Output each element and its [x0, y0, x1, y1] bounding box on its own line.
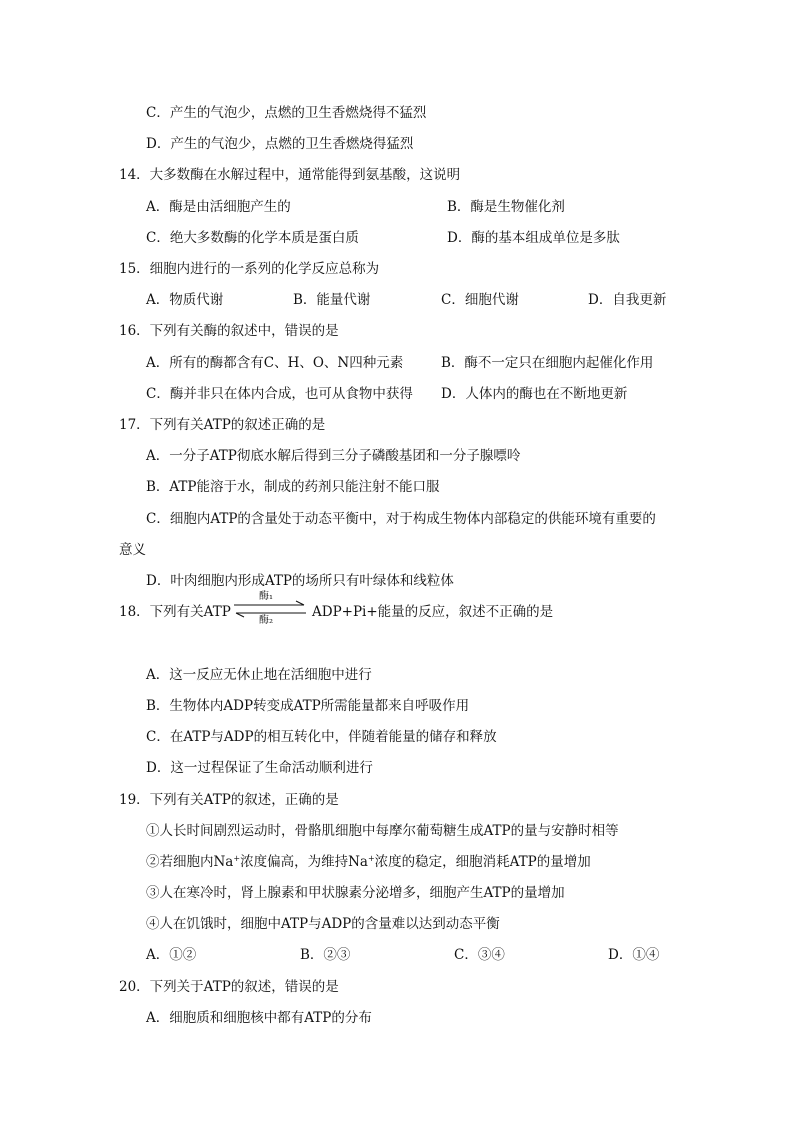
q18-option-c: C．在ATP与ADP的相互转化中，伴随着能量的储存和释放: [146, 729, 497, 745]
q17-option-c: C．细胞内ATP的含量处于动态平衡中，对于构成生物体内部稳定的供能环境有重要的: [146, 511, 656, 527]
q16-stem: 16．下列有关酶的叙述中，错误的是: [119, 323, 339, 339]
q15-option-b: B．能量代谢: [293, 292, 371, 308]
q19-item-1: ①人长时间剧烈运动时，骨骼肌细胞中每摩尔葡萄糖生成ATP的量与安静时相等: [146, 823, 619, 839]
q19-item-2-part-c: 浓度的稳定，细胞消耗ATP的量增加: [374, 854, 591, 870]
q15-option-c: C．细胞代谢: [441, 292, 519, 308]
q18-stem-suffix: ADP+Pi+能量的反应，叙述不正确的是: [312, 604, 554, 620]
q14-option-c: C．绝大多数酶的化学本质是蛋白质: [146, 230, 359, 246]
q20-stem: 20．下列关于ATP的叙述，错误的是: [119, 979, 339, 995]
enzyme-2-label: 酶₂: [259, 615, 274, 626]
q14-option-a: A．酶是由活细胞产生的: [146, 199, 291, 215]
q19-option-b: B．②③: [300, 947, 351, 963]
plus-superscript: +: [367, 854, 375, 863]
q18-option-b: B．生物体内ADP转变成ATP所需能量都来自呼吸作用: [146, 698, 470, 714]
q13-option-c: C．产生的气泡少，点燃的卫生香燃烧得不猛烈: [146, 105, 427, 121]
q20-option-a: A．细胞质和细胞核中都有ATP的分布: [146, 1010, 372, 1026]
q14-option-b: B．酶是生物催化剂: [447, 199, 565, 215]
q15-stem: 15．细胞内进行的一系列的化学反应总称为: [119, 261, 380, 277]
q14-option-d: D．酶的基本组成单位是多肽: [447, 230, 620, 246]
q19-item-2-part-a: ②若细胞内Na: [146, 854, 234, 870]
q19-option-a: A．①②: [146, 947, 197, 963]
q19-option-c: C．③④: [454, 947, 505, 963]
q18-option-a: A．这一反应无休止地在活细胞中进行: [146, 667, 372, 683]
reversible-reaction-arrows: [232, 592, 308, 626]
plus-superscript: +: [233, 854, 241, 863]
q14-stem: 14．大多数酶在水解过程中，通常能得到氨基酸，这说明: [119, 167, 461, 183]
q16-option-c: C．酶并非只在体内合成，也可从食物中获得: [146, 386, 413, 402]
q15-option-a: A．物质代谢: [146, 292, 224, 308]
q18-stem-prefix: 18．下列有关ATP: [119, 604, 231, 620]
q19-item-3: ③人在寒冷时，肾上腺素和甲状腺素分泌增多，细胞产生ATP的量增加: [146, 885, 565, 901]
q17-option-c-continuation: 意义: [119, 542, 146, 558]
q19-stem: 19．下列有关ATP的叙述，正确的是: [119, 792, 339, 808]
q16-option-a: A．所有的酶都含有C、H、O、N四种元素: [146, 355, 404, 371]
q19-item-4: ④人在饥饿时，细胞中ATP与ADP的含量难以达到动态平衡: [146, 916, 500, 932]
q16-option-b: B．酶不一定只在细胞内起催化作用: [441, 355, 654, 371]
q19-item-2: [146, 853, 591, 871]
q19-item-2-part-b: 浓度偏高，为维持Na: [240, 854, 368, 870]
q15-option-d: D．自我更新: [588, 292, 667, 308]
q17-stem: 17．下列有关ATP的叙述正确的是: [119, 417, 326, 433]
enzyme-1-label: 酶₁: [259, 591, 274, 602]
q17-option-d: D．叶肉细胞内形成ATP的场所只有叶绿体和线粒体: [146, 573, 454, 589]
q17-option-a: A．一分子ATP彻底水解后得到三分子磷酸基团和一分子腺嘌呤: [146, 448, 521, 464]
q16-option-d: D．人体内的酶也在不断地更新: [441, 386, 628, 402]
q19-option-d: D．①④: [608, 947, 660, 963]
q17-option-b: B．ATP能溶于水，制成的药剂只能注射不能口服: [146, 479, 440, 495]
q13-option-d: D．产生的气泡少，点燃的卫生香燃烧得猛烈: [146, 136, 414, 152]
q18-option-d: D．这一过程保证了生命活动顺利进行: [146, 760, 373, 776]
